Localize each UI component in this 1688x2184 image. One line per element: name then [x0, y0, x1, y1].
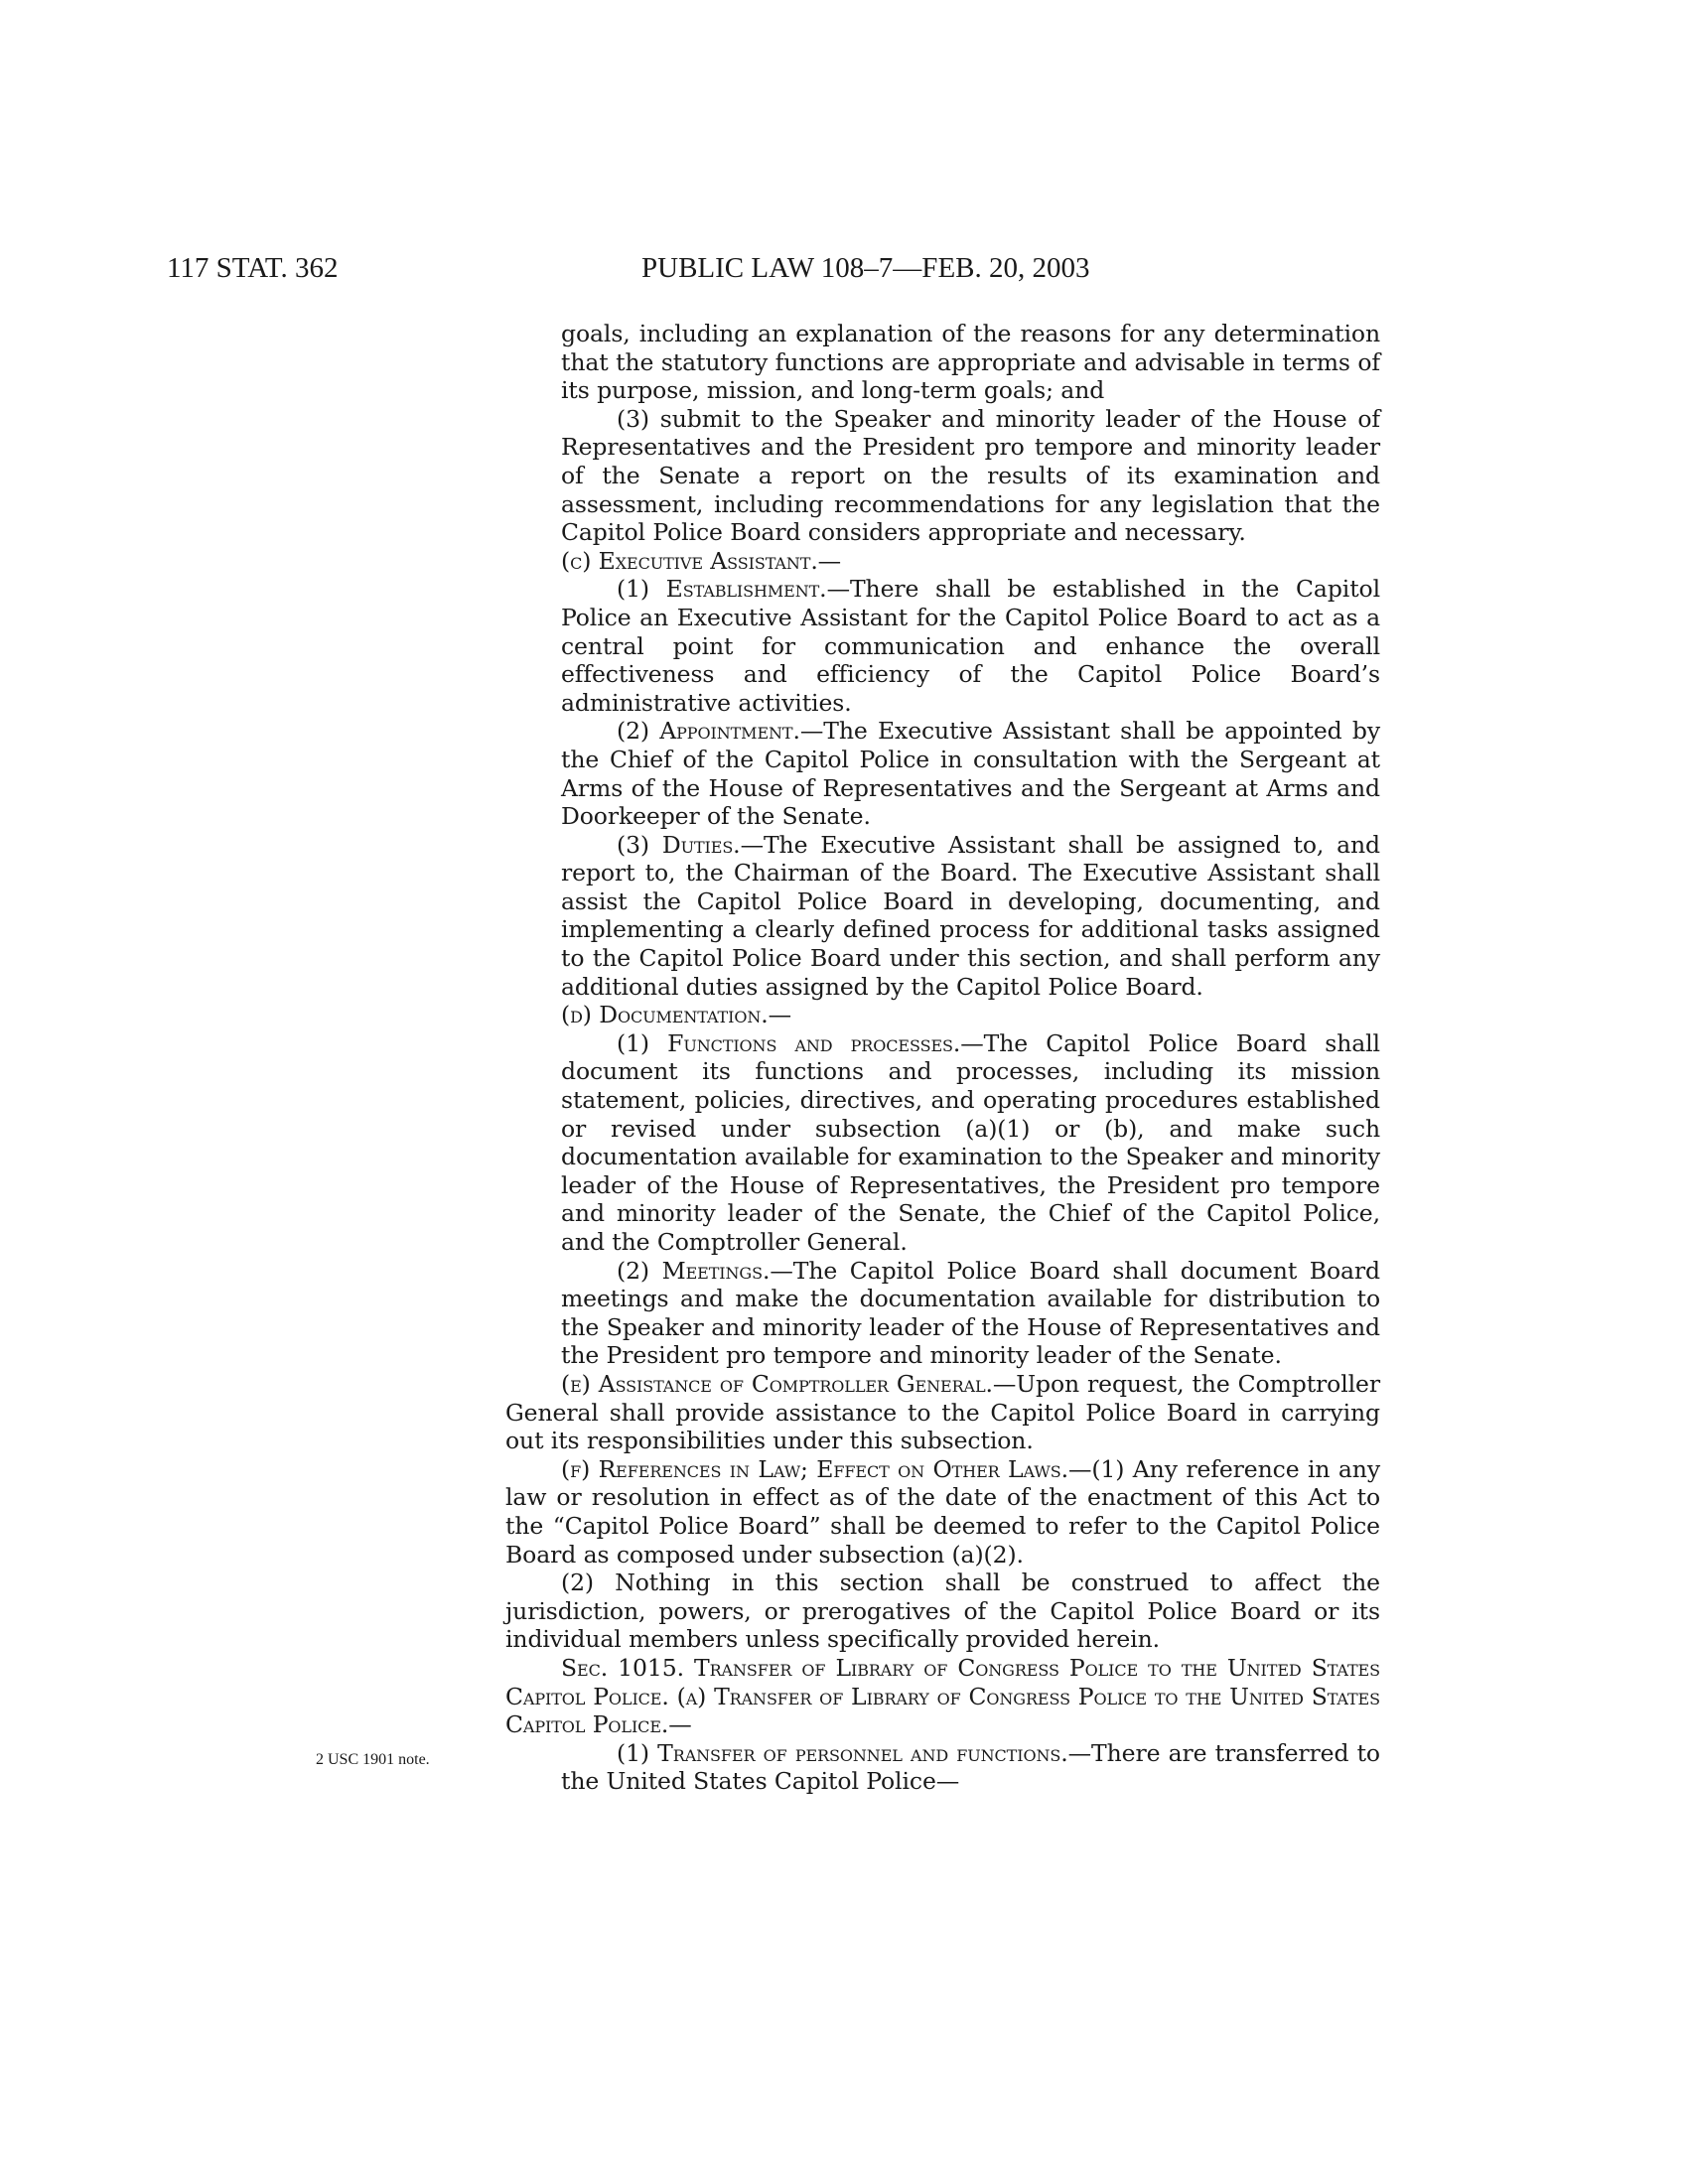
para-c1-text: —There shall be established in the Capitol Police an Executive Assistant for the Capitol Police Board to act as a central point for communication and enhance the overall effectiveness and efficiency of the Capitol Police Board’s administrative activities.	[561, 575, 1380, 717]
subsection-f-label: (f) References in Law; Effect on Other Laws.	[561, 1454, 1068, 1483]
para-d1-functions	[505, 1029, 1380, 1257]
section-1015-para-1	[505, 1739, 1380, 1796]
section-1015-heading	[505, 1654, 1380, 1739]
page-folio: 117 STAT. 362	[167, 252, 339, 284]
subsection-e-label: (e) Assistance of Comptroller General.	[561, 1369, 993, 1398]
section-1015-para-1-label: (1) Transfer of personnel and functions.	[617, 1738, 1068, 1767]
subsection-e-assistance	[505, 1370, 1380, 1455]
running-head: PUBLIC LAW 108–7—FEB. 20, 2003	[641, 252, 1090, 284]
para-c2-appointment	[505, 717, 1380, 830]
para-d2-text: —The Capitol Police Board shall document Board meetings and make the documentation available for distribution to the Speaker and minority leader of the House of Representatives and the President pro tempore and minority leader of the Senate.	[561, 1256, 1380, 1370]
subsection-f-text: —(1) Any reference in any law or resolution in effect as of the date of the enactment of this Act to the “Capitol Police Board” shall be deemed to refer to the Capitol Police Board as composed under subsection (a)(2).	[505, 1454, 1380, 1569]
para-c3-label: (3) Duties.	[617, 830, 741, 859]
para-d1-label: (1) Functions and processes.	[617, 1028, 961, 1057]
para-c1-establishment	[505, 575, 1380, 717]
section-1015-para-1-text: —There are transferred to the United States Capitol Police—	[561, 1738, 1380, 1796]
section-1015-a-label: (a) Transfer of Library of Congress Police to the United States Capitol Police.—	[505, 1682, 1380, 1739]
para-goals-continued: goals, including an explanation of the reasons for any determination that the statutory functions are appropriate and advisable in terms of its purpose, mission, and long-term goals; and	[561, 320, 1380, 405]
para-c2-text: —The Executive Assistant shall be appointed by the Chief of the Capitol Police in consultation with the Sergeant at Arms of the House of Representatives and the Sergeant at Arms and Doorkeeper of the Senate.	[561, 717, 1381, 831]
subsection-e-text: —Upon request, the Comptroller General shall provide assistance to the Capitol Police Board in carrying out its responsibilities under this subsection.	[505, 1369, 1380, 1455]
subsection-c-heading: (c) Executive Assistant.—	[561, 546, 842, 575]
para-c1-label: (1) Establishment.	[617, 575, 827, 604]
para-c2-label: (2) Appointment.	[617, 717, 800, 746]
section-1015-label: Sec. 1015. Transfer of Library of Congress Police to the United States Capitol Police.	[505, 1653, 1380, 1710]
subsection-f-references	[505, 1455, 1380, 1569]
subsection-d-heading: (d) Documentation.—	[561, 1001, 792, 1029]
margin-citation-note: 2 USC 1901 note.	[316, 1751, 430, 1768]
running-header	[0, 250, 1688, 286]
para-c3-duties	[505, 831, 1380, 1002]
subsection-f2-nothing: (2) Nothing in this section shall be construed to affect the jurisdiction, powers, or prerogatives of the Capitol Police Board or its individual members unless specifically provided herein.	[505, 1569, 1380, 1654]
para-d2-meetings	[505, 1257, 1380, 1370]
para-d1-text: —The Capitol Police Board shall document its functions and processes, including its mission statement, policies, directives, and operating procedures established or revised under subsection (a)(1) or (b), and make such documentation available for examination to the Speaker and minority leader of the House of Representatives, the President pro tempore and minority leader of the Senate, the Chief of the Capitol Police, and the Comptroller General.	[561, 1028, 1380, 1256]
statute-body	[505, 320, 1380, 1796]
para-d2-label: (2) Meetings.	[617, 1256, 771, 1285]
para-c3-text: —The Executive Assistant shall be assigned to, and report to, the Chairman of the Board. The Executive Assistant shall assist the Capitol Police Board in developing, documenting, and implementing a clearly defined process for additional tasks assigned to the Capitol Police Board under this section, and shall perform any additional duties assigned by the Capitol Police Board.	[561, 830, 1380, 1001]
para-3-submit-report: (3) submit to the Speaker and minority leader of the House of Representatives and the President pro tempore and minority leader of the Senate a report on the results of its examination and assessment, including recommendations for any legislation that the Capitol Police Board considers appropriate and necessary.	[561, 404, 1380, 547]
